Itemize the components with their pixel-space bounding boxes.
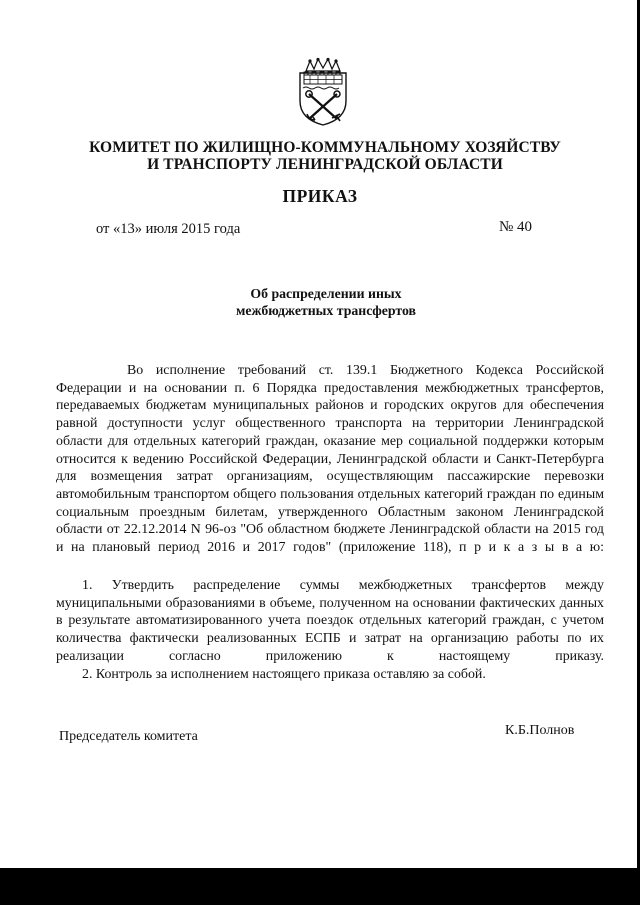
order-item-1: 1. Утвердить распределение суммы межбюджетных трансфертов между муниципальными образованиями в объеме, полученном на основании фактических данных в результате автоматизированного учета поездок отдельных категорий граждан, с учетом количества фактически реализованных ЕСПБ и затрат на организацию работы по их реализации согласно приложению к настоящему приказу.: [56, 578, 604, 664]
organization-name-line-2: И ТРАНСПОРТУ ЛЕНИНГРАДСКОЙ ОБЛАСТИ: [147, 156, 503, 173]
subject-line-2: межбюджетных трансфертов: [236, 303, 416, 318]
scan-border-bottom: [0, 868, 640, 905]
subject-line-1: Об распределении иных: [250, 286, 402, 301]
signatory-title: Председатель комитета: [59, 729, 198, 744]
order-date: от «13» июля 2015 года: [96, 221, 241, 237]
order-number: № 40: [499, 219, 533, 235]
signatory-name: К.Б.Полнов: [505, 723, 575, 738]
coat-of-arms-icon: [296, 57, 350, 127]
organization-name-line-1: КОМИТЕТ ПО ЖИЛИЩНО-КОММУНАЛЬНОМУ ХОЗЯЙСТВУ: [89, 139, 561, 156]
order-item-2: 2. Контроль за исполнением настоящего приказа оставляю за собой.: [82, 667, 486, 682]
document-type-heading: ПРИКАЗ: [282, 186, 358, 206]
preamble-paragraph: Во исполнение требований ст. 139.1 Бюджетного Кодекса Российской Федерации и на основании п. 6 Порядка предоставления межбюджетных трансфертов, передаваемых бюджетам муниципальных районов и городских округов для обеспечения равной доступности услуг общественного транспорта на территории Ленинградской области для отдельных категорий граждан, оказание мер социальной поддержки которым относится к ведению Российской Федерации, Ленинградской области и Санкт-Петербурга для возмещения затрат организациям, осуществляющим пассажирские перевозки автомобильным транспортом общего пользования отдельных категорий граждан по единым социальным проездным билетам, утвержденного Областным законом Ленинградской области от 22.12.2014 N 96-оз "Об областном бюджете Ленинградской области на 2015 год и на плановый период 2016 и 2017 годов" (приложение 118), п р и к а з ы в а ю:: [56, 363, 604, 556]
